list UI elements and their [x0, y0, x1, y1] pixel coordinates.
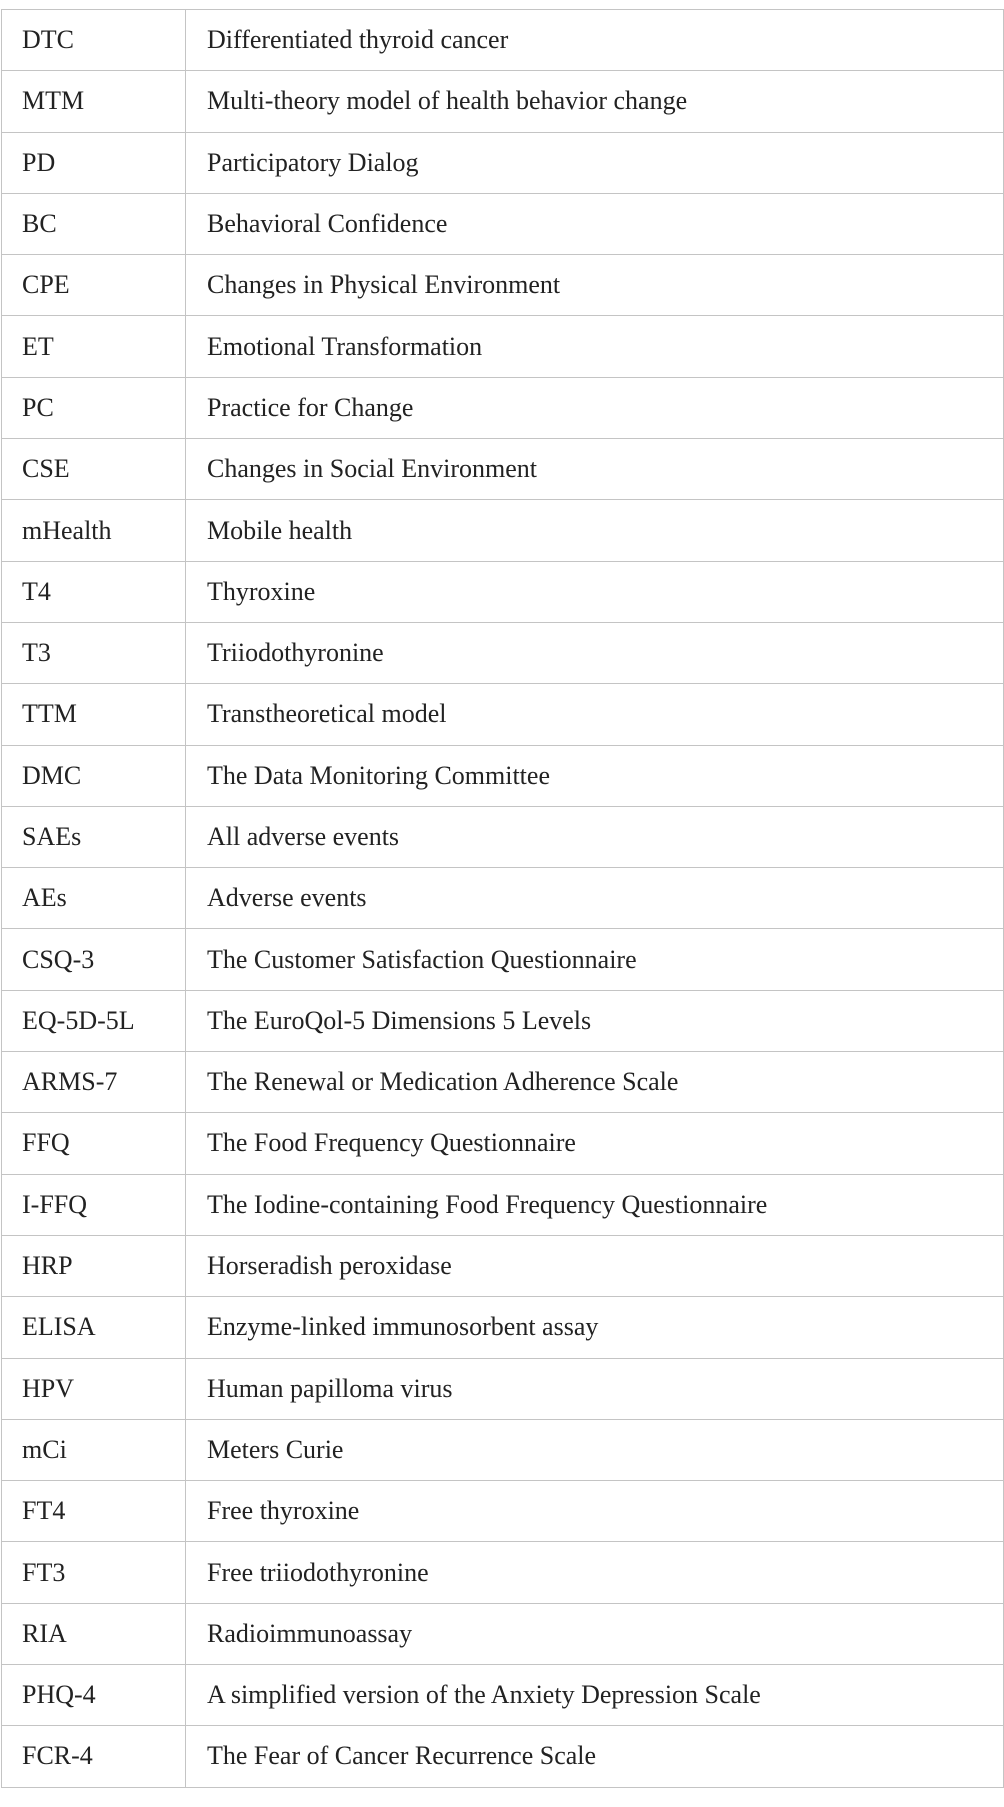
table-row [2, 316, 1004, 377]
abbreviation-cell: mHealth [2, 500, 186, 561]
abbreviation-cell: CPE [2, 255, 186, 316]
abbreviation-cell: HPV [2, 1358, 186, 1419]
table-row [2, 1358, 1004, 1419]
table-row [2, 806, 1004, 867]
abbreviation-cell: I-FFQ [2, 1174, 186, 1235]
definition-cell: Behavioral Confidence [186, 193, 1004, 254]
table-row [2, 377, 1004, 438]
definition-cell: Emotional Transformation [186, 316, 1004, 377]
table-row [2, 868, 1004, 929]
abbreviation-cell: FFQ [2, 1113, 186, 1174]
abbreviation-cell: FT3 [2, 1542, 186, 1603]
table-row [2, 1052, 1004, 1113]
table-row [2, 1297, 1004, 1358]
abbreviation-cell: EQ-5D-5L [2, 990, 186, 1051]
abbreviation-cell: PC [2, 377, 186, 438]
definition-cell: Free thyroxine [186, 1481, 1004, 1542]
abbreviation-cell: T3 [2, 622, 186, 683]
table-row [2, 1419, 1004, 1480]
table-row [2, 255, 1004, 316]
definition-cell: Human papilloma virus [186, 1358, 1004, 1419]
definition-cell: The Fear of Cancer Recurrence Scale [186, 1726, 1004, 1787]
definition-cell: Enzyme-linked immunosorbent assay [186, 1297, 1004, 1358]
definition-cell: All adverse events [186, 806, 1004, 867]
abbreviation-cell: T4 [2, 561, 186, 622]
definition-cell: The Food Frequency Questionnaire [186, 1113, 1004, 1174]
definition-cell: Differentiated thyroid cancer [186, 10, 1004, 71]
abbreviation-cell: MTM [2, 71, 186, 132]
table-row [2, 1235, 1004, 1296]
table-row [2, 990, 1004, 1051]
table-row [2, 10, 1004, 71]
abbreviation-cell: AEs [2, 868, 186, 929]
abbreviation-cell: SAEs [2, 806, 186, 867]
table-row [2, 71, 1004, 132]
table-row [2, 745, 1004, 806]
abbreviation-cell: HRP [2, 1235, 186, 1296]
definition-cell: Multi-theory model of health behavior change [186, 71, 1004, 132]
table-row [2, 1481, 1004, 1542]
table-row [2, 1174, 1004, 1235]
definition-cell: Changes in Social Environment [186, 439, 1004, 500]
abbreviation-cell: BC [2, 193, 186, 254]
table-row [2, 1726, 1004, 1787]
definition-cell: The Renewal or Medication Adherence Scale [186, 1052, 1004, 1113]
definition-cell: Thyroxine [186, 561, 1004, 622]
table-row [2, 1113, 1004, 1174]
definition-cell: Free triiodothyronine [186, 1542, 1004, 1603]
definition-cell: Changes in Physical Environment [186, 255, 1004, 316]
abbreviation-cell: FCR-4 [2, 1726, 186, 1787]
definition-cell: The Iodine-containing Food Frequency Questionnaire [186, 1174, 1004, 1235]
definition-cell: Horseradish peroxidase [186, 1235, 1004, 1296]
abbreviation-cell: FT4 [2, 1481, 186, 1542]
table-row [2, 439, 1004, 500]
table-row [2, 1603, 1004, 1664]
definition-cell: The EuroQol-5 Dimensions 5 Levels [186, 990, 1004, 1051]
definition-cell: The Customer Satisfaction Questionnaire [186, 929, 1004, 990]
abbreviations-table [1, 9, 1004, 1788]
abbreviation-cell: PHQ-4 [2, 1665, 186, 1726]
abbreviation-cell: mCi [2, 1419, 186, 1480]
definition-cell: Adverse events [186, 868, 1004, 929]
table-row [2, 1665, 1004, 1726]
table-row [2, 500, 1004, 561]
abbreviation-cell: CSE [2, 439, 186, 500]
definition-cell: Transtheoretical model [186, 684, 1004, 745]
abbreviation-cell: RIA [2, 1603, 186, 1664]
abbreviation-cell: ELISA [2, 1297, 186, 1358]
definition-cell: Practice for Change [186, 377, 1004, 438]
abbreviation-cell: ARMS-7 [2, 1052, 186, 1113]
abbreviation-cell: CSQ-3 [2, 929, 186, 990]
definition-cell: Mobile health [186, 500, 1004, 561]
table-row [2, 684, 1004, 745]
definition-cell: Meters Curie [186, 1419, 1004, 1480]
definition-cell: The Data Monitoring Committee [186, 745, 1004, 806]
abbreviations-table-body [2, 10, 1004, 1788]
abbreviation-cell: TTM [2, 684, 186, 745]
table-row [2, 132, 1004, 193]
table-row [2, 1542, 1004, 1603]
abbreviation-cell: DTC [2, 10, 186, 71]
definition-cell: Radioimmunoassay [186, 1603, 1004, 1664]
table-row [2, 561, 1004, 622]
abbreviation-cell: PD [2, 132, 186, 193]
abbreviation-cell: DMC [2, 745, 186, 806]
abbreviation-cell: ET [2, 316, 186, 377]
definition-cell: Triiodothyronine [186, 622, 1004, 683]
definition-cell: Participatory Dialog [186, 132, 1004, 193]
table-row [2, 193, 1004, 254]
table-row [2, 622, 1004, 683]
definition-cell: A simplified version of the Anxiety Depression Scale [186, 1665, 1004, 1726]
table-row [2, 929, 1004, 990]
